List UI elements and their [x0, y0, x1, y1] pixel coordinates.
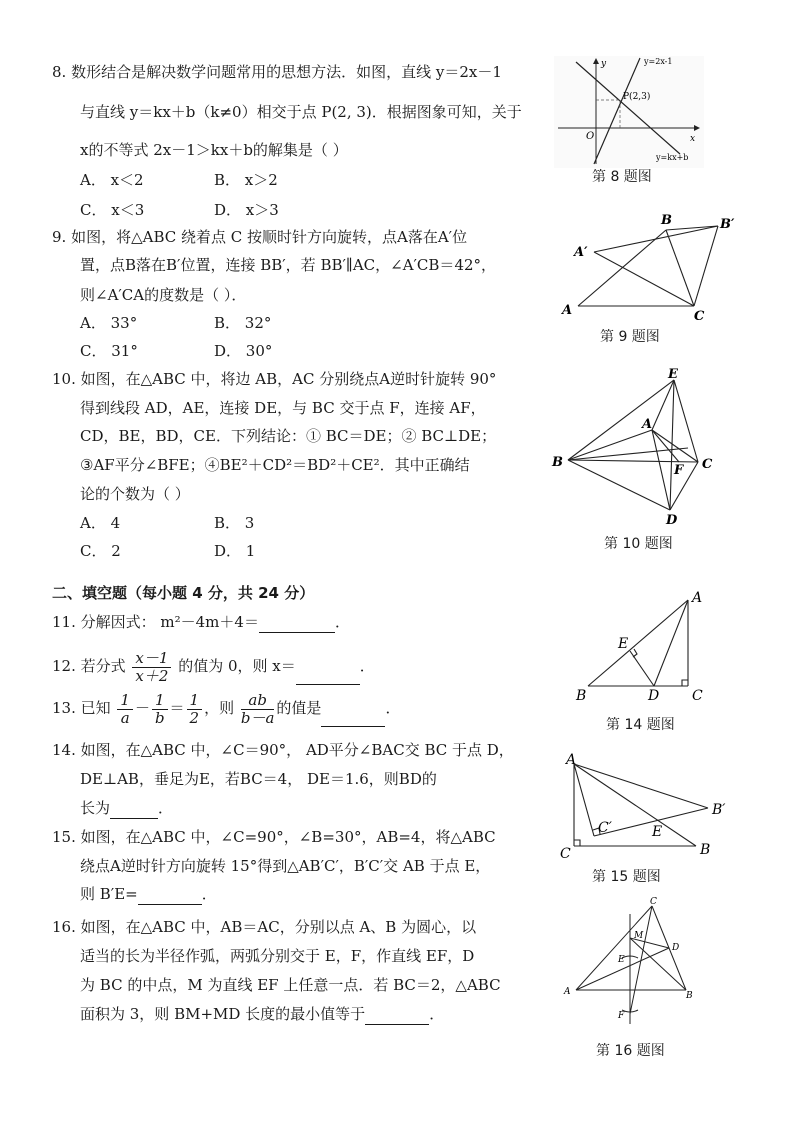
q8-option-a: A． x＜2: [80, 171, 144, 189]
q15-line-2: 绕点A逆时针方向旋转 15°得到△AB′C′，B′C′交 AB 于点 E，: [80, 857, 491, 875]
q16-line-4-text: 面积为 3，则 BM+MD 长度的最小值等于: [80, 1005, 366, 1023]
q11-end: ．: [334, 613, 350, 631]
q10-line-2: 得到线段 AD，AE，连接 DE，与 BC 交于点 F，连接 AF，: [80, 399, 486, 417]
q9-figure: [554, 206, 744, 324]
q9-label-a: A: [562, 303, 573, 318]
q15-line-3-text: 则 B′E=: [80, 885, 138, 903]
q10-label-c: C: [702, 457, 713, 472]
q13-mid: ，则: [204, 699, 235, 717]
q10-option-c: C． 2: [80, 542, 121, 560]
q16-label-a: A: [564, 987, 571, 997]
q13-f2-num: 1: [152, 692, 168, 710]
q16-end: ．: [429, 1005, 445, 1023]
q14-line-3-text: 长为: [80, 799, 111, 817]
q10-option-b: B． 3: [214, 514, 255, 532]
q14-label-b: B: [576, 688, 587, 702]
q15-label-b: B: [700, 842, 711, 858]
q8-option-d: D． x＞3: [214, 201, 279, 219]
q14-label-a: A: [692, 590, 703, 606]
q13-fraction-3: [187, 692, 203, 727]
q16-line-4: [80, 1004, 444, 1025]
q9-option-c: C． 31°: [80, 342, 138, 360]
q12-answer-blank[interactable]: [296, 648, 360, 685]
q11-answer-blank[interactable]: [259, 612, 335, 633]
q12-prefix: 12. 若分式: [52, 657, 126, 675]
q14-label-e: E: [618, 636, 629, 652]
q8-label-y: y: [601, 59, 607, 69]
q8-option-b: B． x＞2: [214, 171, 278, 189]
q10-line-4: ③AF平分∠BFE；④BE²＋CD²＝BD²＋CE²．其中正确结: [80, 456, 470, 474]
q13-f4-num: ab: [241, 692, 275, 710]
q15-label-b-prime: B′: [712, 802, 726, 818]
q10-line-3: CD，BE，BD，CE．下列结论：① BC＝DE；② BC⊥DE；: [80, 427, 497, 445]
q8-label-point: P(2,3): [623, 92, 651, 102]
q10-label-a: A: [642, 417, 653, 432]
q10-line-1: 10. 如图，在△ABC 中，将边 AB，AC 分别绕点A逆时针旋转 90°: [52, 370, 497, 388]
q9-line-1: 9. 如图，将△ABC 绕着点 C 按顺时针方向旋转，点A落在A′位: [52, 228, 468, 246]
q16-label-c: C: [650, 897, 657, 907]
q8-line-2: 与直线 y＝kx＋b（k≠0）相交于点 P(2, 3)．根据图象可知，关于: [80, 103, 522, 121]
q8-line-3: x的不等式 2x－1＞kx＋b的解集是（ ）: [80, 141, 348, 159]
q14-label-d: D: [648, 688, 660, 702]
q14-line-3: [80, 798, 173, 819]
q13-f1-den: a: [120, 708, 130, 727]
q16-label-f: F: [618, 1011, 625, 1021]
q16-label-d: D: [672, 943, 680, 953]
q9-option-b: B． 32°: [214, 314, 272, 332]
q15-label-c-prime: C′: [598, 820, 612, 836]
q13-fraction-4: [241, 692, 275, 727]
q10-option-a: A． 4: [80, 514, 121, 532]
q15-label-e: E: [652, 824, 663, 840]
q13-end: ．: [385, 699, 401, 717]
q11-line: [52, 612, 350, 633]
q16-line-1: 16. 如图，在△ABC 中，AB＝AC，分别以点 A、B 为圆心，以: [52, 918, 477, 936]
q8-caption: 第 8 题图: [592, 169, 652, 185]
q13-fraction-2: [152, 692, 168, 727]
q16-figure: [556, 894, 706, 1030]
q11-text: 11. 分解因式： m²－4m＋4＝: [52, 613, 259, 631]
q8-option-c: C． x＜3: [80, 201, 145, 219]
q13-answer-blank[interactable]: [321, 690, 385, 727]
q10-label-b: B: [552, 455, 563, 470]
q15-answer-blank[interactable]: [138, 884, 202, 905]
q16-label-m: M: [634, 931, 644, 941]
q14-answer-blank[interactable]: [110, 798, 158, 819]
q9-line-3: 则∠A′CA的度数是（ ）．: [80, 286, 247, 304]
q10-option-d: D． 1: [214, 542, 256, 560]
q15-line-1: 15. 如图，在△ABC 中，∠C=90°，∠B=30°，AB=4，将△ABC: [52, 828, 496, 846]
q12-line: [52, 648, 375, 688]
q12-fraction: [132, 650, 171, 685]
q15-end: ．: [201, 885, 217, 903]
q9-label-b-prime: B′: [720, 217, 735, 232]
q15-line-3: [80, 884, 217, 905]
q9-line-2: 置，点B落在B′位置，连接 BB′，若 BB′∥AC，∠A′CB＝42°，: [80, 256, 497, 274]
q12-fraction-num: x－1: [132, 650, 171, 668]
q16-answer-blank[interactable]: [365, 1004, 429, 1025]
q13-minus: －: [134, 699, 150, 717]
q14-caption: 第 14 题图: [606, 717, 675, 733]
q8-line-1: 8. 数形结合是解决数学问题常用的思想方法．如图，直线 y＝2x－1: [52, 63, 502, 81]
q10-label-d: D: [666, 513, 678, 528]
q14-end: ．: [158, 799, 174, 817]
q13-f1-num: 1: [117, 692, 133, 710]
q14-label-c: C: [692, 688, 703, 702]
q8-label-origin: O: [586, 131, 595, 142]
q16-label-e: E: [618, 955, 625, 965]
q15-caption: 第 15 题图: [592, 869, 661, 885]
q13-suffix: 的值是: [276, 699, 322, 717]
q9-option-a: A． 33°: [80, 314, 138, 332]
q14-figure: [568, 586, 718, 702]
q13-f3-num: 1: [187, 692, 203, 710]
q10-caption: 第 10 题图: [604, 536, 673, 552]
q8-figure: [554, 56, 704, 168]
q12-end: ．: [359, 657, 375, 675]
q13-f3-den: 2: [189, 708, 200, 727]
section-2-title: 二、填空题（每小题 4 分，共 24 分）: [52, 584, 315, 602]
q10-line-5: 论的个数为（ ）: [80, 485, 190, 503]
q10-label-f: F: [674, 463, 684, 478]
q9-option-d: D． 30°: [214, 342, 273, 360]
q10-label-e: E: [668, 367, 678, 382]
q8-label-line2: y=kx+b: [656, 153, 689, 162]
q13-fraction-1: [117, 692, 133, 727]
q9-label-a-prime: A′: [574, 245, 588, 260]
q13-equals: ＝: [169, 699, 185, 717]
q10-figure: [548, 362, 728, 530]
q8-label-x: x: [690, 134, 696, 144]
q16-line-2: 适当的长为半径作弧，两弧分别交于 E，F，作直线 EF，D: [80, 947, 475, 965]
q16-label-b: B: [686, 991, 693, 1001]
q14-line-1: 14. 如图，在△ABC 中，∠C＝90°， AD平分∠BAC交 BC 于点 D，: [52, 741, 514, 759]
q12-suffix: 的值为 0，则 x＝: [178, 657, 296, 675]
q15-label-c: C: [560, 846, 571, 862]
q8-label-line1: y=2x-1: [644, 57, 673, 66]
q15-label-a: A: [566, 752, 577, 768]
q16-caption: 第 16 题图: [596, 1043, 665, 1059]
q15-figure: [556, 748, 746, 862]
q9-caption: 第 9 题图: [600, 329, 660, 345]
q13-line: [52, 690, 400, 730]
q13-prefix: 13. 已知: [52, 699, 111, 717]
q9-label-b: B: [661, 213, 672, 228]
q16-line-3: 为 BC 的中点，M 为直线 EF 上任意一点．若 BC＝2，△ABC: [80, 976, 501, 994]
q9-label-c: C: [694, 309, 705, 324]
q13-f2-den: b: [154, 708, 165, 727]
q12-fraction-den: x＋2: [135, 666, 169, 685]
q14-line-2: DE⊥AB，垂足为E，若BC＝4， DE＝1.6，则BD的: [80, 770, 437, 788]
q13-f4-den: b－a: [240, 708, 275, 727]
